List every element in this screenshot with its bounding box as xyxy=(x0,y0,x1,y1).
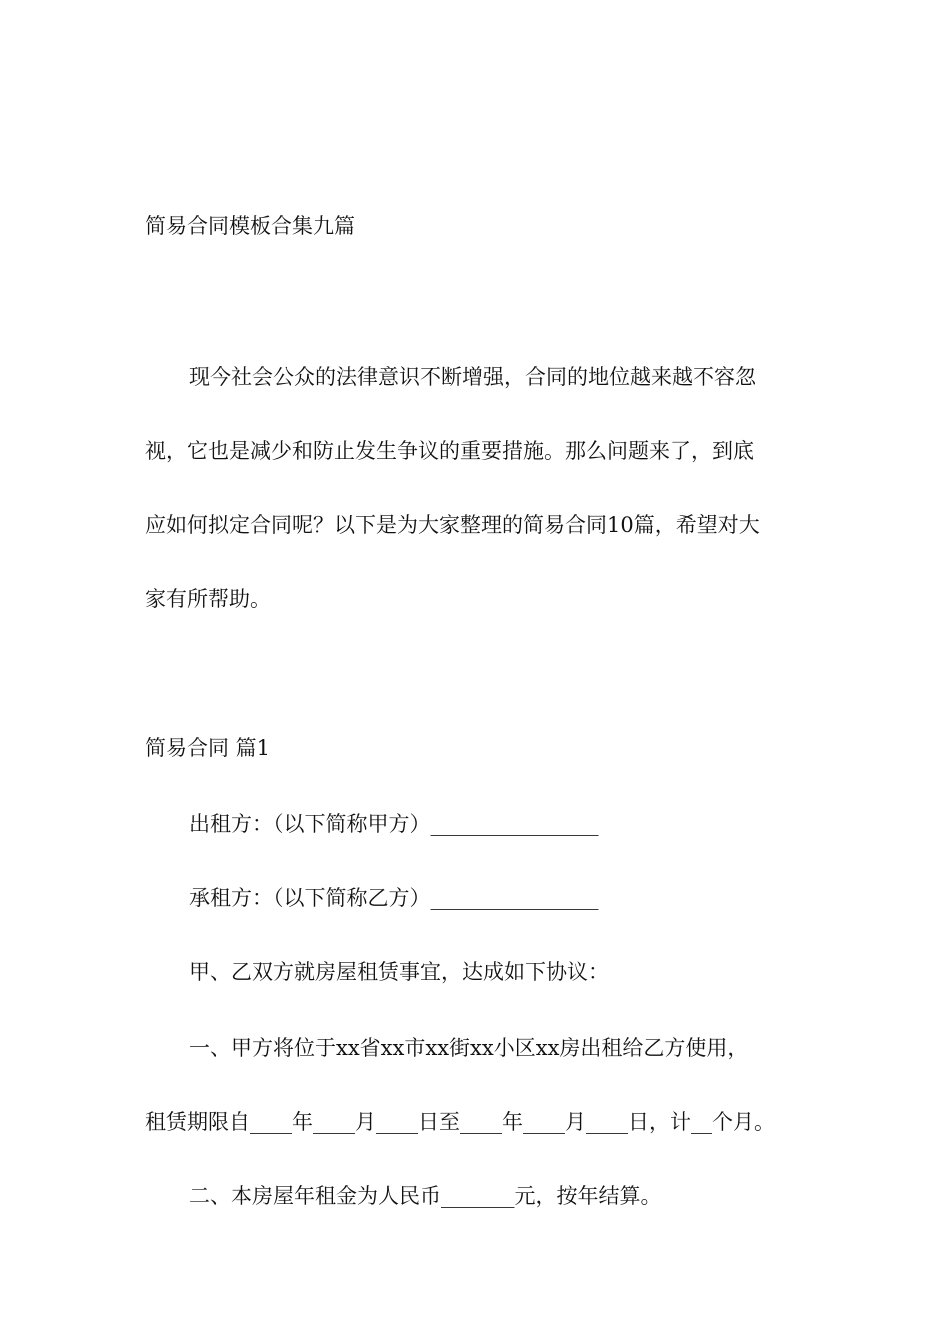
section-heading: 简易合同 篇1 xyxy=(145,736,271,760)
document-title: 简易合同模板合集九篇 xyxy=(145,214,355,238)
lease-term-line: 租赁期限自____年____月____日至____年____月____日，计__个月。 xyxy=(145,1110,775,1134)
intro-line: 现今社会公众的法律意识不断增强，合同的地位越来越不容忽 xyxy=(189,365,756,389)
intro-line: 应如何拟定合同呢？以下是为大家整理的简易合同10篇，希望对大 xyxy=(145,513,760,537)
agreement-intro-line: 甲、乙双方就房屋租赁事宜，达成如下协议： xyxy=(189,960,609,984)
lessee-line: 承租方：（以下简称乙方）________________ xyxy=(189,886,599,910)
intro-line: 家有所帮助。 xyxy=(145,587,271,611)
lessor-line: 出租方：（以下简称甲方）________________ xyxy=(189,812,599,836)
intro-line: 视，它也是减少和防止发生争议的重要措施。那么问题来了，到底 xyxy=(145,439,754,463)
clause-one-line: 一、甲方将位于xx省xx市xx街xx小区xx房出租给乙方使用， xyxy=(189,1036,749,1060)
clause-two-line: 二、本房屋年租金为人民币_______元，按年结算。 xyxy=(189,1184,662,1208)
